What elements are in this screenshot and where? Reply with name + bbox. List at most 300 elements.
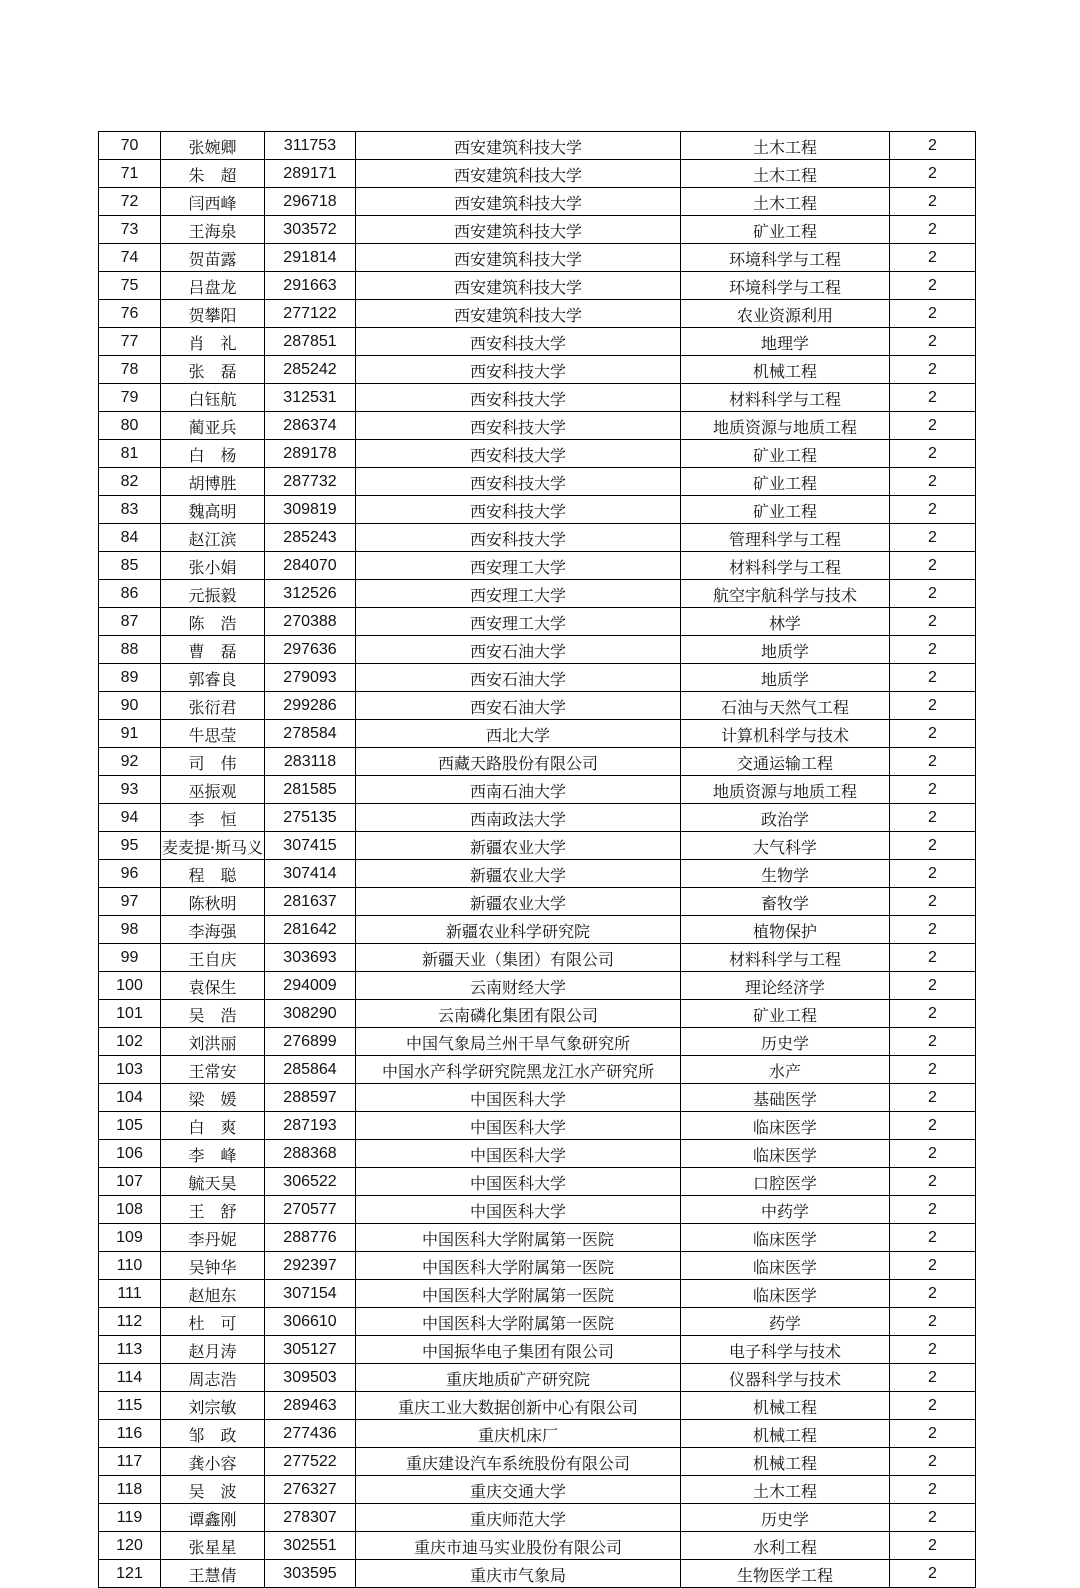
organization: 西安建筑科技大学: [356, 188, 681, 216]
count-value: 2: [890, 1308, 976, 1336]
discipline: 植物保护: [681, 916, 890, 944]
table-row: [99, 552, 976, 580]
row-number: 80: [99, 412, 161, 440]
row-number: 88: [99, 636, 161, 664]
person-name: 麦麦提·斯马义: [161, 832, 265, 860]
row-number: 103: [99, 1056, 161, 1084]
row-number: 82: [99, 468, 161, 496]
row-number: 102: [99, 1028, 161, 1056]
table-row: [99, 328, 976, 356]
person-name: 巫振观: [161, 776, 265, 804]
count-value: 2: [890, 1448, 976, 1476]
person-id: 286374: [265, 412, 356, 440]
count-value: 2: [890, 916, 976, 944]
discipline: 地质学: [681, 664, 890, 692]
row-number: 112: [99, 1308, 161, 1336]
person-name: 郭睿良: [161, 664, 265, 692]
table-row: [99, 1504, 976, 1532]
table-row: [99, 860, 976, 888]
organization: 中国医科大学: [356, 1112, 681, 1140]
table-row: [99, 216, 976, 244]
count-value: 2: [890, 356, 976, 384]
person-name: 赵月涛: [161, 1336, 265, 1364]
table-row: [99, 524, 976, 552]
person-name: 杜 可: [161, 1308, 265, 1336]
person-id: 281637: [265, 888, 356, 916]
discipline: 临床医学: [681, 1140, 890, 1168]
discipline: 交通运输工程: [681, 748, 890, 776]
count-value: 2: [890, 1336, 976, 1364]
discipline: 历史学: [681, 1504, 890, 1532]
person-name: 司 伟: [161, 748, 265, 776]
person-name: 李 峰: [161, 1140, 265, 1168]
count-value: 2: [890, 1364, 976, 1392]
count-value: 2: [890, 944, 976, 972]
person-name: 李 恒: [161, 804, 265, 832]
organization: 西安理工大学: [356, 552, 681, 580]
table-row: [99, 1336, 976, 1364]
row-number: 116: [99, 1420, 161, 1448]
row-number: 78: [99, 356, 161, 384]
table-row: [99, 720, 976, 748]
discipline: 中药学: [681, 1196, 890, 1224]
row-number: 100: [99, 972, 161, 1000]
table-row: [99, 1168, 976, 1196]
discipline: 水产: [681, 1056, 890, 1084]
person-name: 肖 礼: [161, 328, 265, 356]
row-number: 105: [99, 1112, 161, 1140]
person-name: 邹 政: [161, 1420, 265, 1448]
person-name: 胡博胜: [161, 468, 265, 496]
table-row: [99, 1308, 976, 1336]
person-name: 贺攀阳: [161, 300, 265, 328]
table-row: [99, 664, 976, 692]
discipline: 矿业工程: [681, 468, 890, 496]
organization: 新疆天业（集团）有限公司: [356, 944, 681, 972]
person-id: 303693: [265, 944, 356, 972]
count-value: 2: [890, 804, 976, 832]
row-number: 76: [99, 300, 161, 328]
discipline: 基础医学: [681, 1084, 890, 1112]
discipline: 政治学: [681, 804, 890, 832]
count-value: 2: [890, 216, 976, 244]
person-name: 赵江滨: [161, 524, 265, 552]
person-id: 277436: [265, 1420, 356, 1448]
organization: 西南政法大学: [356, 804, 681, 832]
person-id: 279093: [265, 664, 356, 692]
person-id: 285242: [265, 356, 356, 384]
person-name: 刘洪丽: [161, 1028, 265, 1056]
person-id: 306522: [265, 1168, 356, 1196]
count-value: 2: [890, 412, 976, 440]
count-value: 2: [890, 468, 976, 496]
discipline: 临床医学: [681, 1112, 890, 1140]
count-value: 2: [890, 1392, 976, 1420]
discipline: 理论经济学: [681, 972, 890, 1000]
row-number: 87: [99, 608, 161, 636]
row-number: 118: [99, 1476, 161, 1504]
table-row: [99, 1448, 976, 1476]
count-value: 2: [890, 1532, 976, 1560]
person-name: 李丹妮: [161, 1224, 265, 1252]
count-value: 2: [890, 1140, 976, 1168]
person-id: 299286: [265, 692, 356, 720]
count-value: 2: [890, 608, 976, 636]
count-value: 2: [890, 328, 976, 356]
row-number: 98: [99, 916, 161, 944]
person-name: 张衍君: [161, 692, 265, 720]
discipline: 历史学: [681, 1028, 890, 1056]
discipline: 地质学: [681, 636, 890, 664]
person-id: 289463: [265, 1392, 356, 1420]
table-body: [99, 132, 976, 1588]
person-name: 陈 浩: [161, 608, 265, 636]
person-id: 284070: [265, 552, 356, 580]
row-number: 117: [99, 1448, 161, 1476]
row-number: 79: [99, 384, 161, 412]
person-id: 289178: [265, 440, 356, 468]
organization: 西安科技大学: [356, 356, 681, 384]
table-row: [99, 748, 976, 776]
organization: 西安科技大学: [356, 496, 681, 524]
discipline: 环境科学与工程: [681, 272, 890, 300]
row-number: 108: [99, 1196, 161, 1224]
person-id: 294009: [265, 972, 356, 1000]
person-id: 307415: [265, 832, 356, 860]
organization: 新疆农业科学研究院: [356, 916, 681, 944]
discipline: 环境科学与工程: [681, 244, 890, 272]
person-name: 王海泉: [161, 216, 265, 244]
person-name: 梁 媛: [161, 1084, 265, 1112]
person-id: 296718: [265, 188, 356, 216]
row-number: 83: [99, 496, 161, 524]
organization: 中国气象局兰州干旱气象研究所: [356, 1028, 681, 1056]
discipline: 石油与天然气工程: [681, 692, 890, 720]
count-value: 2: [890, 1196, 976, 1224]
discipline: 畜牧学: [681, 888, 890, 916]
discipline: 机械工程: [681, 1420, 890, 1448]
table-row: [99, 1056, 976, 1084]
organization: 西安石油大学: [356, 692, 681, 720]
discipline: 机械工程: [681, 1392, 890, 1420]
discipline: 矿业工程: [681, 440, 890, 468]
discipline: 机械工程: [681, 356, 890, 384]
table-row: [99, 300, 976, 328]
discipline: 土木工程: [681, 188, 890, 216]
person-id: 276899: [265, 1028, 356, 1056]
row-number: 70: [99, 132, 161, 160]
count-value: 2: [890, 748, 976, 776]
table-row: [99, 356, 976, 384]
organization: 西安科技大学: [356, 524, 681, 552]
organization: 中国医科大学: [356, 1196, 681, 1224]
table-row: [99, 496, 976, 524]
discipline: 矿业工程: [681, 496, 890, 524]
discipline: 口腔医学: [681, 1168, 890, 1196]
table-row: [99, 1476, 976, 1504]
row-number: 84: [99, 524, 161, 552]
table-row: [99, 1140, 976, 1168]
person-id: 288368: [265, 1140, 356, 1168]
count-value: 2: [890, 580, 976, 608]
row-number: 120: [99, 1532, 161, 1560]
person-name: 朱 超: [161, 160, 265, 188]
count-value: 2: [890, 272, 976, 300]
count-value: 2: [890, 300, 976, 328]
person-name: 王自庆: [161, 944, 265, 972]
person-name: 周志浩: [161, 1364, 265, 1392]
count-value: 2: [890, 1420, 976, 1448]
organization: 云南财经大学: [356, 972, 681, 1000]
discipline: 临床医学: [681, 1252, 890, 1280]
discipline: 地质资源与地质工程: [681, 412, 890, 440]
row-number: 77: [99, 328, 161, 356]
person-id: 287732: [265, 468, 356, 496]
table-row: [99, 888, 976, 916]
discipline: 机械工程: [681, 1448, 890, 1476]
discipline: 农业资源利用: [681, 300, 890, 328]
person-name: 程 聪: [161, 860, 265, 888]
person-id: 307414: [265, 860, 356, 888]
discipline: 材料科学与工程: [681, 384, 890, 412]
organization: 中国振华电子集团有限公司: [356, 1336, 681, 1364]
person-id: 278584: [265, 720, 356, 748]
organization: 西安建筑科技大学: [356, 272, 681, 300]
organization: 西南石油大学: [356, 776, 681, 804]
person-name: 吴 浩: [161, 1000, 265, 1028]
organization: 重庆机床厂: [356, 1420, 681, 1448]
table-row: [99, 160, 976, 188]
organization: 重庆交通大学: [356, 1476, 681, 1504]
count-value: 2: [890, 832, 976, 860]
person-id: 312531: [265, 384, 356, 412]
row-number: 94: [99, 804, 161, 832]
person-id: 311753: [265, 132, 356, 160]
person-name: 吴 波: [161, 1476, 265, 1504]
organization: 西安石油大学: [356, 664, 681, 692]
person-id: 306610: [265, 1308, 356, 1336]
person-name: 王慧倩: [161, 1560, 265, 1588]
row-number: 96: [99, 860, 161, 888]
discipline: 林学: [681, 608, 890, 636]
discipline: 地质资源与地质工程: [681, 776, 890, 804]
row-number: 101: [99, 1000, 161, 1028]
organization: 中国水产科学研究院黑龙江水产研究所: [356, 1056, 681, 1084]
discipline: 药学: [681, 1308, 890, 1336]
person-name: 白钰航: [161, 384, 265, 412]
person-name: 白 爽: [161, 1112, 265, 1140]
count-value: 2: [890, 664, 976, 692]
organization: 中国医科大学附属第一医院: [356, 1252, 681, 1280]
organization: 中国医科大学附属第一医院: [356, 1308, 681, 1336]
discipline: 生物学: [681, 860, 890, 888]
row-number: 90: [99, 692, 161, 720]
table-row: [99, 1364, 976, 1392]
person-id: 305127: [265, 1336, 356, 1364]
discipline: 电子科学与技术: [681, 1336, 890, 1364]
count-value: 2: [890, 524, 976, 552]
count-value: 2: [890, 496, 976, 524]
person-id: 287851: [265, 328, 356, 356]
discipline: 临床医学: [681, 1224, 890, 1252]
table-row: [99, 1560, 976, 1588]
organization: 中国医科大学: [356, 1168, 681, 1196]
count-value: 2: [890, 888, 976, 916]
table-row: [99, 272, 976, 300]
row-number: 113: [99, 1336, 161, 1364]
person-name: 魏高明: [161, 496, 265, 524]
table-row: [99, 1280, 976, 1308]
count-value: 2: [890, 1112, 976, 1140]
count-value: 2: [890, 1168, 976, 1196]
results-table: [98, 131, 976, 1588]
discipline: 航空宇航科学与技术: [681, 580, 890, 608]
table-row: [99, 468, 976, 496]
discipline: 土木工程: [681, 132, 890, 160]
person-id: 281585: [265, 776, 356, 804]
person-name: 刘宗敏: [161, 1392, 265, 1420]
organization: 西安建筑科技大学: [356, 216, 681, 244]
person-id: 283118: [265, 748, 356, 776]
row-number: 86: [99, 580, 161, 608]
count-value: 2: [890, 384, 976, 412]
discipline: 材料科学与工程: [681, 552, 890, 580]
person-name: 谭鑫刚: [161, 1504, 265, 1532]
table-row: [99, 580, 976, 608]
organization: 西安建筑科技大学: [356, 132, 681, 160]
person-name: 牛思莹: [161, 720, 265, 748]
table-row: [99, 1392, 976, 1420]
organization: 重庆建设汽车系统股份有限公司: [356, 1448, 681, 1476]
organization: 西安科技大学: [356, 440, 681, 468]
table-row: [99, 132, 976, 160]
table-row: [99, 944, 976, 972]
count-value: 2: [890, 552, 976, 580]
count-value: 2: [890, 1476, 976, 1504]
count-value: 2: [890, 1028, 976, 1056]
count-value: 2: [890, 1084, 976, 1112]
person-name: 吴钟华: [161, 1252, 265, 1280]
table-row: [99, 972, 976, 1000]
row-number: 71: [99, 160, 161, 188]
person-id: 270577: [265, 1196, 356, 1224]
person-name: 元振毅: [161, 580, 265, 608]
count-value: 2: [890, 188, 976, 216]
count-value: 2: [890, 860, 976, 888]
person-name: 王常安: [161, 1056, 265, 1084]
person-id: 278307: [265, 1504, 356, 1532]
row-number: 104: [99, 1084, 161, 1112]
table-row: [99, 1000, 976, 1028]
organization: 中国医科大学附属第一医院: [356, 1280, 681, 1308]
person-name: 闫西峰: [161, 188, 265, 216]
count-value: 2: [890, 132, 976, 160]
person-name: 李海强: [161, 916, 265, 944]
row-number: 106: [99, 1140, 161, 1168]
person-id: 277522: [265, 1448, 356, 1476]
discipline: 计算机科学与技术: [681, 720, 890, 748]
person-name: 张 磊: [161, 356, 265, 384]
count-value: 2: [890, 636, 976, 664]
person-id: 307154: [265, 1280, 356, 1308]
person-id: 270388: [265, 608, 356, 636]
table-row: [99, 1084, 976, 1112]
person-id: 288597: [265, 1084, 356, 1112]
organization: 重庆市气象局: [356, 1560, 681, 1588]
table-row: [99, 608, 976, 636]
organization: 西安建筑科技大学: [356, 244, 681, 272]
discipline: 生物医学工程: [681, 1560, 890, 1588]
table-row: [99, 692, 976, 720]
discipline: 矿业工程: [681, 216, 890, 244]
row-number: 93: [99, 776, 161, 804]
person-id: 285243: [265, 524, 356, 552]
organization: 中国医科大学: [356, 1084, 681, 1112]
row-number: 89: [99, 664, 161, 692]
person-name: 毓天昊: [161, 1168, 265, 1196]
discipline: 管理科学与工程: [681, 524, 890, 552]
person-name: 袁保生: [161, 972, 265, 1000]
count-value: 2: [890, 1224, 976, 1252]
row-number: 121: [99, 1560, 161, 1588]
count-value: 2: [890, 692, 976, 720]
organization: 西安科技大学: [356, 412, 681, 440]
row-number: 92: [99, 748, 161, 776]
row-number: 109: [99, 1224, 161, 1252]
table-row: [99, 1112, 976, 1140]
count-value: 2: [890, 440, 976, 468]
table-row: [99, 916, 976, 944]
organization: 西安理工大学: [356, 608, 681, 636]
person-id: 291814: [265, 244, 356, 272]
person-name: 张婉卿: [161, 132, 265, 160]
organization: 新疆农业大学: [356, 832, 681, 860]
organization: 新疆农业大学: [356, 888, 681, 916]
person-id: 275135: [265, 804, 356, 832]
table-row: [99, 244, 976, 272]
organization: 西安建筑科技大学: [356, 300, 681, 328]
table-row: [99, 636, 976, 664]
organization: 重庆师范大学: [356, 1504, 681, 1532]
organization: 西北大学: [356, 720, 681, 748]
row-number: 91: [99, 720, 161, 748]
person-name: 陈秋明: [161, 888, 265, 916]
person-id: 302551: [265, 1532, 356, 1560]
discipline: 土木工程: [681, 1476, 890, 1504]
person-id: 303572: [265, 216, 356, 244]
count-value: 2: [890, 1504, 976, 1532]
person-name: 赵旭东: [161, 1280, 265, 1308]
count-value: 2: [890, 972, 976, 1000]
count-value: 2: [890, 720, 976, 748]
person-name: 白 杨: [161, 440, 265, 468]
person-id: 297636: [265, 636, 356, 664]
organization: 西安科技大学: [356, 384, 681, 412]
row-number: 85: [99, 552, 161, 580]
row-number: 99: [99, 944, 161, 972]
person-id: 309819: [265, 496, 356, 524]
row-number: 115: [99, 1392, 161, 1420]
person-id: 303595: [265, 1560, 356, 1588]
person-name: 张小娟: [161, 552, 265, 580]
row-number: 74: [99, 244, 161, 272]
count-value: 2: [890, 1000, 976, 1028]
count-value: 2: [890, 1560, 976, 1588]
count-value: 2: [890, 1252, 976, 1280]
table-row: [99, 1224, 976, 1252]
person-id: 287193: [265, 1112, 356, 1140]
discipline: 仪器科学与技术: [681, 1364, 890, 1392]
